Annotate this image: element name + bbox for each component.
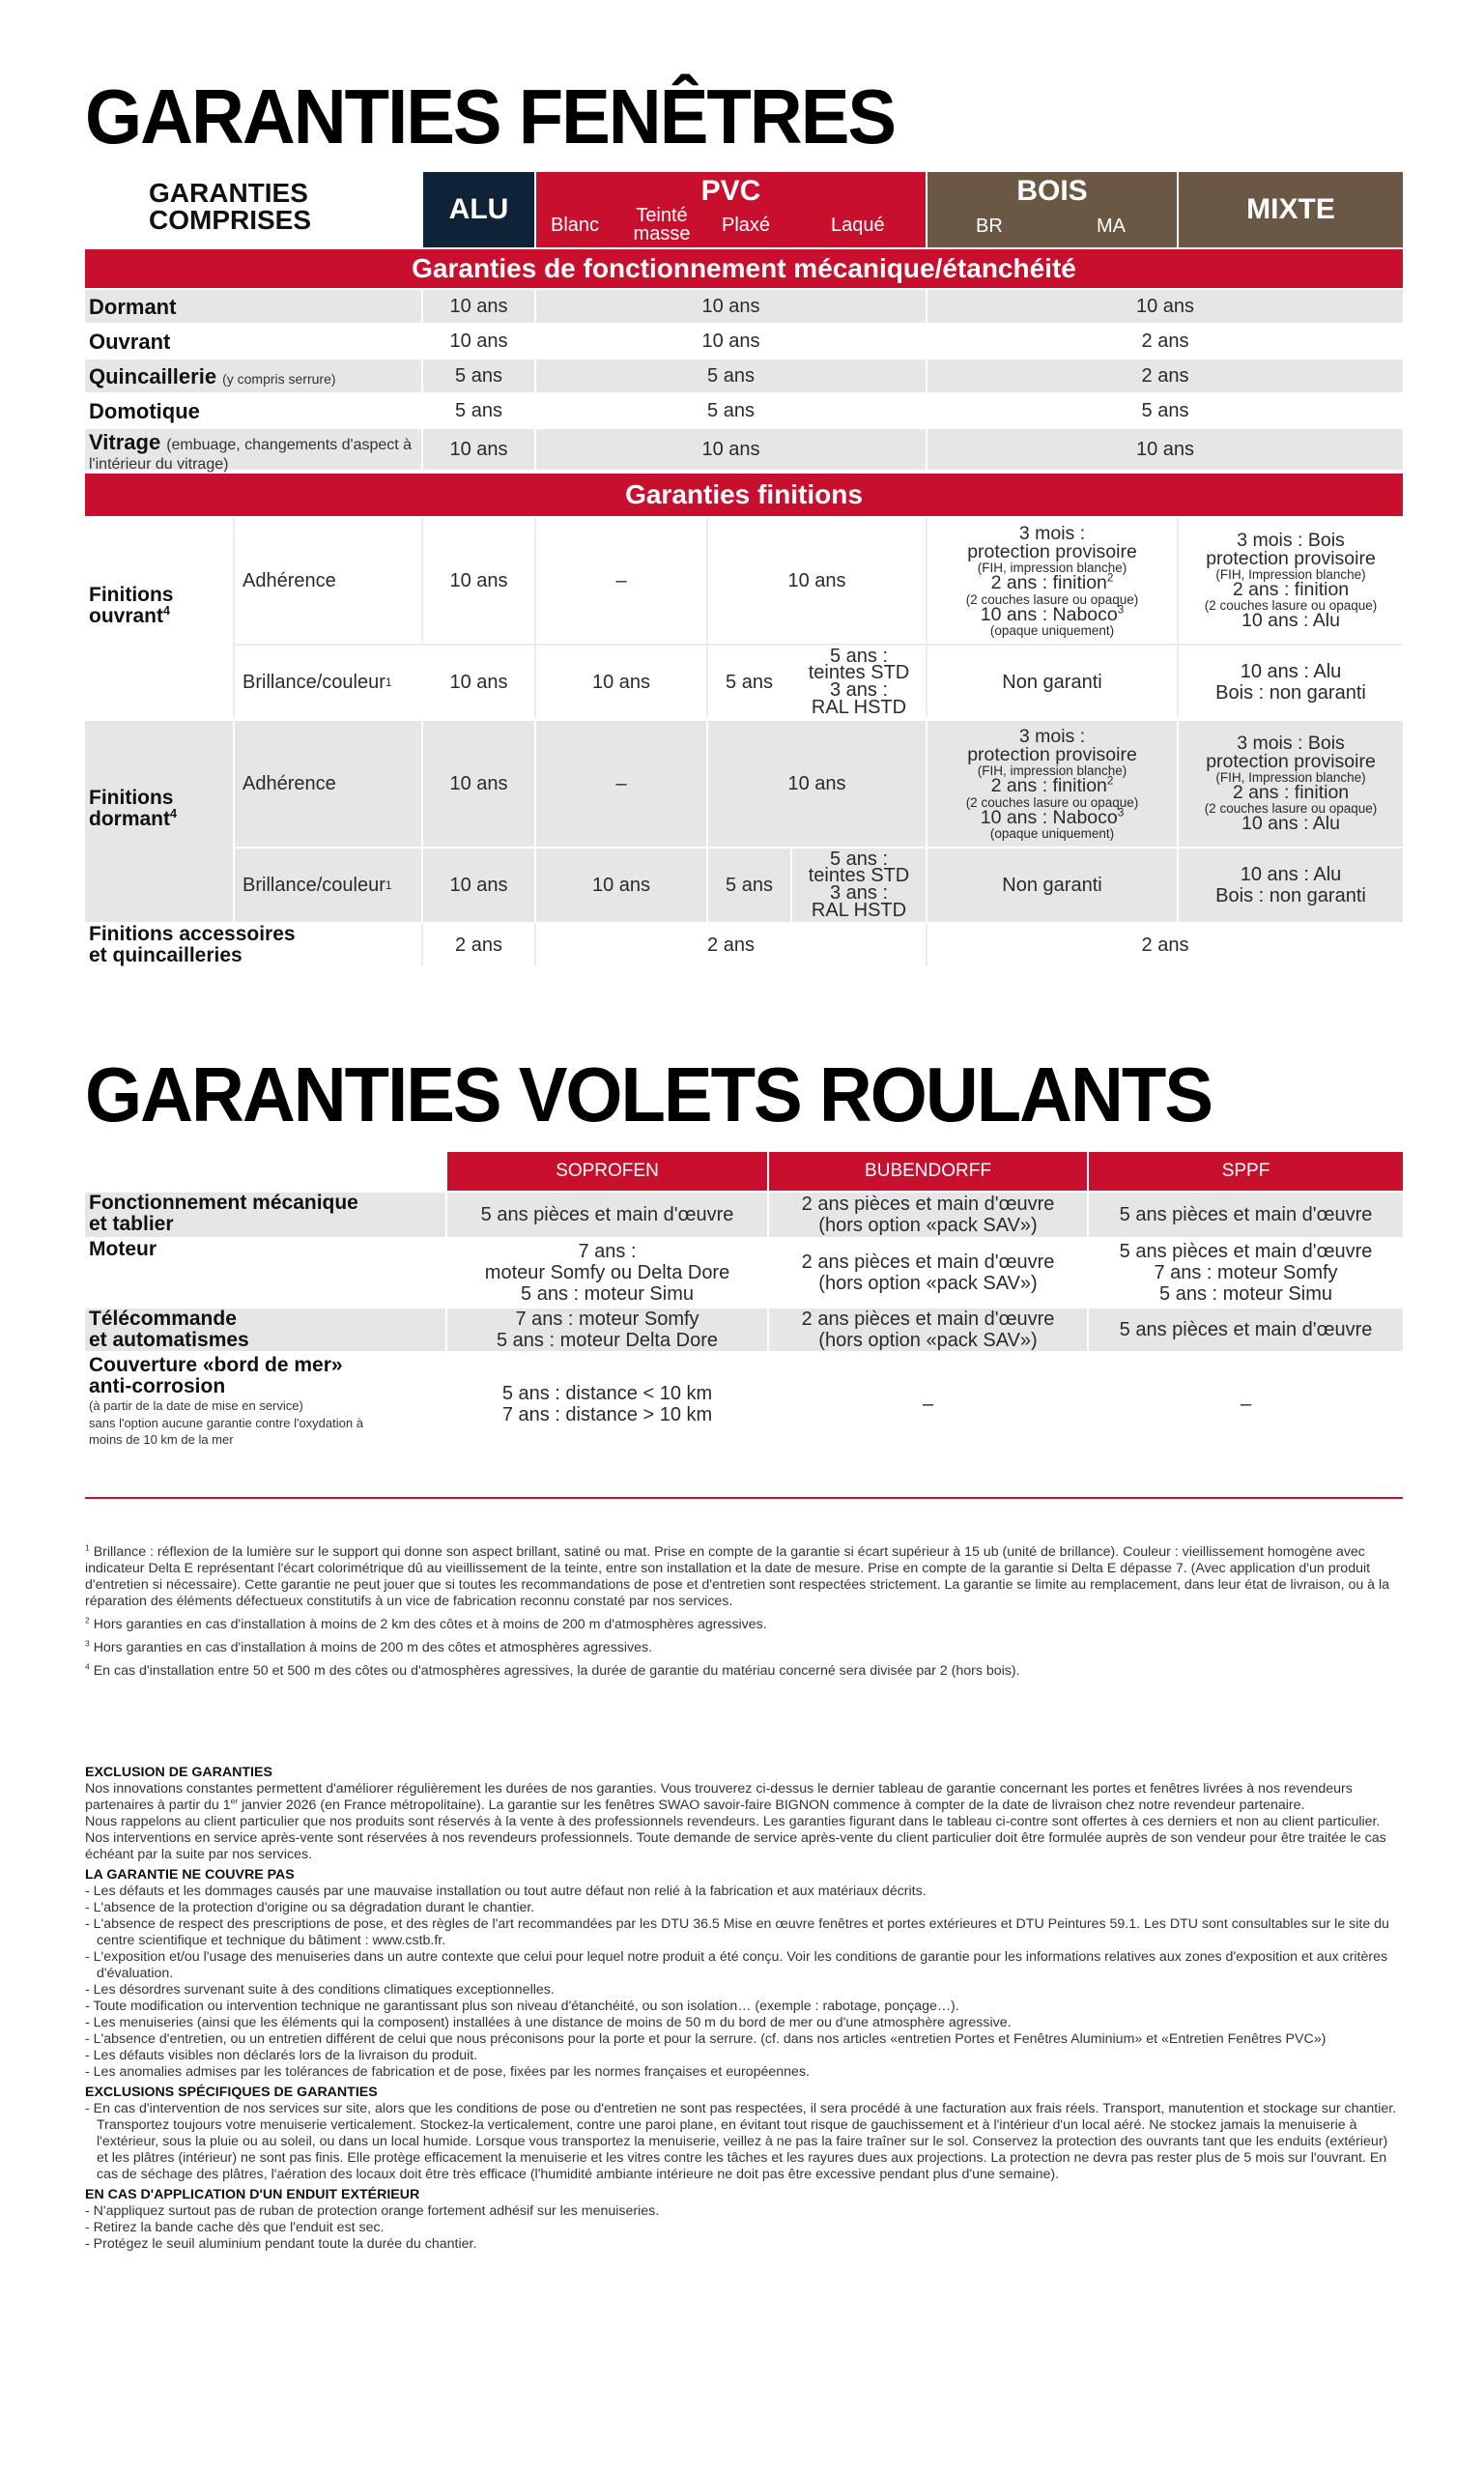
cell-bois: Non garanti xyxy=(928,849,1177,922)
volets-cell xyxy=(447,1309,767,1351)
cell-line xyxy=(990,624,1114,637)
row-label-note: (y compris serrure) xyxy=(222,371,336,387)
cell-bois xyxy=(928,721,1177,847)
cell-line xyxy=(1215,885,1366,906)
cell-text: 7 ans : distance > 10 km xyxy=(501,1404,713,1425)
cell-line xyxy=(515,1309,699,1330)
header-bois xyxy=(928,172,1177,247)
exclusions-section xyxy=(85,1765,1403,2257)
cell-alu: 10 ans xyxy=(423,325,534,358)
cell-pvc-blanc-teinte: 10 ans xyxy=(536,646,706,719)
cell-line xyxy=(990,571,1114,594)
header-pvc xyxy=(536,172,926,247)
cell-text: (hors option «pack SAV») xyxy=(818,1273,1038,1294)
cell-text: (hors option «pack SAV») xyxy=(818,1330,1038,1351)
cell-line xyxy=(967,543,1137,561)
volets-header-soprofen: SOPROFEN xyxy=(447,1152,767,1191)
cell-alu: 10 ans xyxy=(423,646,534,719)
cell-line xyxy=(990,827,1114,840)
list-item: - Toute modification ou intervention technique ne garantissant plus son niveau d'étanchéité, ou son isolation… (exemple : rabotage, ponçage…). xyxy=(85,1999,959,2014)
cell-pvc-blanc-teinte: – xyxy=(536,721,706,847)
cell-text: 5 ans : xyxy=(829,848,889,870)
cell-pvc-laque xyxy=(792,646,926,719)
cell-line xyxy=(818,1215,1037,1236)
cell-line xyxy=(1120,1319,1373,1340)
exclusion-paragraph: Nous rappelons au client particulier que nos produits sont réservés à la vente à des professionnels revendeurs. Les garanties figurant dans le tableau ci-contre sont offertes à ces derniers et non au client particulier. xyxy=(85,1814,1381,1829)
corner-header xyxy=(145,180,396,244)
row-label-text: et quincailleries xyxy=(89,944,243,967)
specifiques-list xyxy=(85,2101,1403,2183)
cell-text: 5 ans pièces et main d'œuvre xyxy=(1119,1204,1373,1225)
volets-row-label xyxy=(85,1193,445,1237)
group-label-text xyxy=(89,788,205,830)
cell-pvc: 5 ans xyxy=(536,394,926,427)
cell-line xyxy=(802,1251,1055,1273)
page-title-volets: GARANTIES VOLETS ROULANTS xyxy=(85,1051,1213,1138)
cell-alu: 5 ans xyxy=(423,360,534,392)
volets-cell xyxy=(769,1193,1087,1237)
footnote: $^2$ Hors garanties en cas d'installation à moins de 2 km des côtes et à moins de 200 m d'atmosphères agressives. xyxy=(85,1615,767,1632)
cell-text: 5 ans pièces et main d'œuvre xyxy=(1119,1319,1373,1340)
cell-text: (hors option «pack SAV») xyxy=(818,1215,1038,1236)
column-divider xyxy=(926,518,928,717)
cell-line xyxy=(1154,1262,1337,1283)
exclusion-title: EXCLUSION DE GARANTIES xyxy=(85,1765,272,1780)
cell-mixte xyxy=(1179,646,1403,719)
cell-text: (FIH, impression blanche) xyxy=(977,561,1127,576)
column-divider xyxy=(421,518,423,644)
row-label xyxy=(85,394,421,427)
volets-cell xyxy=(1089,1193,1403,1237)
row-label-text: Vitrage xyxy=(89,430,161,454)
cell-text: 2 ans pièces et main d'œuvre xyxy=(801,1251,1055,1273)
cell-text: 10 ans : Alu xyxy=(1241,813,1340,835)
cell-bois-mixte: 5 ans xyxy=(928,394,1403,427)
cell-pvc-plaxe-laque: 10 ans xyxy=(708,721,926,847)
cell-alu: 2 ans xyxy=(423,924,534,966)
cell-line xyxy=(1206,750,1376,772)
cell-pvc-plaxe: 5 ans xyxy=(708,646,790,719)
cell-line xyxy=(1206,547,1376,569)
cell-line xyxy=(802,1309,1055,1330)
row-label xyxy=(85,360,421,392)
cell-line xyxy=(811,899,907,921)
sub-label: Adhérence xyxy=(235,721,421,847)
cell-text: protection provisoire xyxy=(967,541,1137,563)
cell-text: 7 ans : xyxy=(578,1241,637,1262)
group-label-text xyxy=(89,585,205,627)
volets-header-bubendorff: BUBENDORFF xyxy=(769,1152,1087,1191)
row-label xyxy=(85,325,421,358)
column-divider xyxy=(534,924,536,966)
list-item: - L'exposition et/ou l'usage des menuiseries dans un autre contexte que celui pour lequel notre produit a été conçu. Voir les conditions de garantie pour les informations relatives aux zones d'exposition et aux critères d'évaluation. xyxy=(85,1949,1388,1981)
volets-cell xyxy=(769,1353,1087,1455)
cell-pvc: 10 ans xyxy=(536,290,926,323)
volets-row-label-text: Télécommande xyxy=(89,1308,237,1330)
cell-pvc: 2 ans xyxy=(536,924,926,966)
cell-line xyxy=(502,1404,712,1425)
footnotes xyxy=(85,1544,1403,1686)
exclusion-paragraph: Nos innovations constantes permettent d'améliorer régulièrement les durées de nos garanties. Vous trouverez ci-dessus le dernier tableau de garantie concernant les portes et fenêtres livrées à nos revendeurs partenaires à partir du 1er janvier 2026 (en France métropolitaine). La garantie sur les fenêtres SWAO savoir-faire BIGNON commence à compter de la date de livraison chez notre revendeur partenaire. xyxy=(85,1781,1353,1813)
footnote: $^4$ En cas d'installation entre 50 et 500 m des côtes ou d'atmosphères agressives, la durée de garantie du matériau concerné sera divisée par 2 (hors bois). xyxy=(85,1661,1020,1679)
cell-text: 2 ans : finition xyxy=(990,775,1107,797)
cell-alu: 10 ans xyxy=(423,721,534,847)
header-bois-sub: MA xyxy=(1097,216,1126,237)
row-label-text: Ouvrant xyxy=(89,330,171,354)
cell-bois-mixte: 2 ans xyxy=(928,360,1403,392)
cell-line xyxy=(990,774,1114,797)
list-item: - Protégez le seuil aluminium pendant toute la durée du chantier. xyxy=(85,2236,477,2252)
cell-line xyxy=(1120,1241,1373,1262)
cell-line xyxy=(485,1262,729,1283)
list-item: - Retirez la bande cache dès que l'enduit est sec. xyxy=(85,2220,385,2235)
sub-label: Brillance/couleur 1 xyxy=(235,646,421,719)
cell-bois-mixte: 2 ans xyxy=(928,325,1403,358)
cell-text: protection provisoire xyxy=(967,744,1137,766)
cell-pvc-blanc-teinte: 10 ans xyxy=(536,849,706,922)
column-divider xyxy=(706,518,708,717)
divider xyxy=(85,1497,1403,1499)
cell-line xyxy=(1233,581,1349,599)
cell-text: Bois : non garanti xyxy=(1215,682,1366,704)
cell-text: 5 ans : xyxy=(829,645,889,667)
cell-text: RAL HSTD xyxy=(811,696,907,718)
cell-text: moteur Somfy ou Delta Dore xyxy=(484,1262,730,1283)
group-label xyxy=(85,721,233,922)
cell-bois-mixte: 10 ans xyxy=(928,290,1403,323)
header-pvc-title: PVC xyxy=(700,175,761,207)
cell-text: 5 ans : moteur Simu xyxy=(521,1283,694,1305)
volets-row-label-text: et tablier xyxy=(89,1213,174,1236)
section-band-finitions: Garanties finitions xyxy=(85,474,1403,516)
footnote-ref: 4 xyxy=(170,807,178,821)
cell-text: – xyxy=(1240,1394,1252,1415)
cell-line xyxy=(802,1194,1055,1215)
volets-cell xyxy=(447,1353,767,1455)
cell-line xyxy=(980,603,1125,625)
cell-pvc-plaxe-laque: 10 ans xyxy=(708,518,926,644)
cell-line xyxy=(923,1394,933,1415)
cell-text: (FIH, Impression blanche) xyxy=(1215,769,1366,785)
cell-text: 3 mois : Bois xyxy=(1237,529,1345,551)
cell-line xyxy=(980,806,1125,828)
cell-bois xyxy=(928,518,1177,644)
specifiques-title: EXCLUSIONS SPÉCIFIQUES DE GARANTIES xyxy=(85,2085,378,2100)
header-bois-sub: BR xyxy=(976,216,1003,237)
volets-cell xyxy=(769,1239,1087,1307)
cell-mixte xyxy=(1179,518,1403,644)
volets-row-label-text: et automatismes xyxy=(89,1329,249,1352)
row-label-text: Quincaillerie xyxy=(89,364,217,388)
header-pvc-sub: Teinté masse xyxy=(633,205,691,245)
cell-text: (opaque uniquement) xyxy=(989,825,1115,841)
cell-line xyxy=(1241,661,1342,682)
ne-couvre-pas-list xyxy=(85,1884,1403,2081)
cell-line xyxy=(818,1330,1037,1351)
cell-text: 3 ans : xyxy=(829,679,889,701)
header-bois-title: BOIS xyxy=(1016,175,1088,207)
sub-label: Brillance/couleur 1 xyxy=(235,849,421,922)
cell-text: 5 ans pièces et main d'œuvre xyxy=(480,1204,734,1225)
cell-text: 2 ans : finition xyxy=(1232,579,1350,600)
cell-text: RAL HSTD xyxy=(811,899,907,921)
cell-line xyxy=(502,1383,712,1404)
exclusion-paragraph: Nos interventions en service après-vente sont réservées à nos revendeurs professionnels. Toute demande de service après-vente du client particulier doit être formulée auprès de son vendeur pour être traitée le cas échéant par la suite par nos services. xyxy=(85,1830,1386,1862)
cell-text: Bois : non garanti xyxy=(1215,885,1366,906)
cell-text: 5 ans : distance < 10 km xyxy=(501,1383,713,1404)
header-pvc-sub: Laqué xyxy=(831,215,885,236)
cell-line xyxy=(1241,612,1340,630)
volets-cell xyxy=(447,1239,767,1307)
cell-text: 5 ans : moteur Simu xyxy=(1159,1283,1332,1305)
cell-alu: 10 ans xyxy=(423,518,534,644)
ne-couvre-pas-title: LA GARANTIE NE COUVRE PAS xyxy=(85,1867,295,1883)
cell-text: protection provisoire xyxy=(1206,547,1376,569)
volets-row-label-text: Couverture «bord de mer» xyxy=(89,1354,343,1376)
sub-label: Adhérence xyxy=(235,518,421,644)
column-divider xyxy=(1177,518,1179,717)
cell-pvc-laque xyxy=(792,849,926,922)
group-label xyxy=(85,518,233,719)
cell-line xyxy=(1215,682,1366,704)
cell-line xyxy=(1120,1204,1373,1225)
cell-text: (2 couches lasure ou opaque) xyxy=(1204,801,1378,817)
cell-alu: 10 ans xyxy=(423,849,534,922)
row-divider xyxy=(235,644,1403,646)
volets-row-label xyxy=(85,1239,445,1307)
cell-text: 3 mois : Bois xyxy=(1237,732,1345,754)
cell-text: 5 ans : moteur Delta Dore xyxy=(497,1330,718,1351)
volets-row-label xyxy=(85,1353,445,1455)
corner-label: GARANTIES xyxy=(149,178,308,208)
cell-text: 2 ans : finition xyxy=(1232,782,1350,803)
volets-row-label xyxy=(85,1309,445,1351)
footnote-ref: 3 xyxy=(1117,806,1125,820)
page-title-fenetres: GARANTIES FENÊTRES xyxy=(85,73,896,160)
cell-pvc-plaxe: 5 ans xyxy=(708,849,790,922)
cell-text: 10 ans : Alu xyxy=(1241,610,1340,632)
list-item: - Les défauts et les dommages causés par une mauvaise installation ou tout autre défaut non relié à la fabrication et aux matériaux décrits. xyxy=(85,1884,927,1899)
cell-text: 2 ans : finition xyxy=(990,572,1107,594)
cell-pvc: 10 ans xyxy=(536,429,926,470)
cell-pvc: 5 ans xyxy=(536,360,926,392)
cell-line xyxy=(1241,815,1340,833)
cell-text: (FIH, Impression blanche) xyxy=(1215,566,1366,582)
volets-row-label-text: Fonctionnement mécanique xyxy=(89,1192,358,1214)
cell-line xyxy=(578,1241,636,1262)
column-divider xyxy=(421,924,423,966)
cell-line xyxy=(967,746,1137,764)
cell-mixte xyxy=(1179,721,1403,847)
corner-label: COMPRISES xyxy=(149,205,312,235)
cell-text: 3 mois : xyxy=(1018,522,1086,544)
cell-line xyxy=(1241,1394,1251,1415)
cell-text: 10 ans : Alu xyxy=(1240,661,1342,682)
cell-text: teintes STD xyxy=(808,865,910,887)
list-item: - N'appliquez surtout pas de ruban de protection orange fortement adhésif sur les menuiseries. xyxy=(85,2203,660,2219)
cell-line xyxy=(1233,784,1349,802)
cell-text: 7 ans : moteur Somfy xyxy=(515,1309,699,1330)
cell-text: Finitions dormant xyxy=(89,787,174,831)
cell-text: 5 ans pièces et main d'œuvre xyxy=(1119,1241,1373,1262)
volets-cell xyxy=(769,1309,1087,1351)
enduit-title: EN CAS D'APPLICATION D'UN ENDUIT EXTÉRIEUR xyxy=(85,2187,420,2202)
volets-header-sppf: SPPF xyxy=(1089,1152,1403,1191)
cell-line xyxy=(481,1204,734,1225)
volets-cell xyxy=(1089,1239,1403,1307)
cell-text: 10 ans : Naboco xyxy=(980,603,1118,625)
cell-text: 10 ans : Alu xyxy=(1240,864,1342,885)
cell-line xyxy=(497,1330,718,1351)
row-label-text: Finitions accessoires xyxy=(89,923,296,945)
cell-bois-mixte: 10 ans xyxy=(928,429,1403,470)
row-label xyxy=(85,290,421,323)
cell-text: – xyxy=(922,1394,934,1415)
list-item: - L'absence de la protection d'origine ou sa dégradation durant le chantier. xyxy=(85,1900,535,1915)
cell-bois: Non garanti xyxy=(928,646,1177,719)
cell-pvc: 10 ans xyxy=(536,325,926,358)
list-item: - Les anomalies admises par les tolérances de fabrication et de pose, fixées par les normes françaises et européennes. xyxy=(85,2064,810,2080)
list-item: - L'absence d'entretien, ou un entretien différent de celui que nous préconisons pour la porte et pour la serrure. (cf. dans nos articles «entretien Portes et Fenêtres Aluminium» et «Entretien Fenêtres PVC») xyxy=(85,2031,1327,2047)
footnote-ref: 2 xyxy=(1106,571,1114,585)
cell-pvc-blanc-teinte: – xyxy=(536,518,706,644)
cell-text: (2 couches lasure ou opaque) xyxy=(965,794,1139,810)
cell-text: protection provisoire xyxy=(1206,750,1376,772)
column-divider xyxy=(926,924,928,966)
cell-text: Brillance/couleur xyxy=(243,874,385,896)
volets-row-note: (à partir de la date de mise en service) xyxy=(89,1398,303,1414)
list-item: - Les défauts visibles non déclarés lors de la livraison du produit. xyxy=(85,2048,478,2063)
header-mixte: MIXTE xyxy=(1179,172,1403,247)
cell-mixte xyxy=(1179,849,1403,922)
volets-cell xyxy=(1089,1309,1403,1351)
cell-text: (opaque uniquement) xyxy=(989,622,1115,638)
cell-line xyxy=(818,1273,1037,1294)
cell-alu: 5 ans xyxy=(423,394,534,427)
enduit-list xyxy=(85,2203,1403,2253)
cell-bois-mixte: 2 ans xyxy=(928,924,1403,966)
cell-text: Brillance/couleur xyxy=(243,671,385,693)
cell-line xyxy=(521,1283,694,1305)
cell-line xyxy=(1241,864,1342,885)
footnote-ref: 2 xyxy=(1106,774,1114,788)
cell-text: 10 ans : Naboco xyxy=(980,806,1118,828)
volets-cell xyxy=(447,1193,767,1237)
header-alu: ALU xyxy=(423,172,534,247)
list-item: - Les désordres survenant suite à des conditions climatiques exceptionnelles. xyxy=(85,1982,555,1998)
volets-row-label-text: anti-corrosion xyxy=(89,1375,226,1398)
volets-row-note: sans l'option aucune garantie contre l'oxydation à xyxy=(89,1415,363,1430)
footnote-ref: 3 xyxy=(1117,603,1125,617)
cell-text: 3 ans : xyxy=(829,882,889,904)
row-label-text: Dormant xyxy=(89,295,177,319)
row-label xyxy=(85,429,421,473)
cell-text: (2 couches lasure ou opaque) xyxy=(965,591,1139,607)
volets-row-note: moins de 10 km de la mer xyxy=(89,1432,234,1448)
cell-text: teintes STD xyxy=(808,662,910,684)
cell-alu: 10 ans xyxy=(423,290,534,323)
column-divider xyxy=(534,518,536,717)
column-divider xyxy=(233,518,235,717)
footnote: $^1$ Brillance : réflexion de la lumière sur le support qui donne son aspect brillant, satiné ou mat. Prise en compte de la garantie si écart supérieur à 15 ub (unité de brillance). Couleur : vieillissement homogène avec indicateur Delta E représentant l'écart colorimétrique dû au vieillissement de la teinte, entre son installation et la date de mesure. Prise en compte de la garantie si Delta E dépasse 7. (Avec application d'un produit d'entretien si nécessaire). Cette garantie ne peut jouer que si toutes les recommandations de pose et d'entretien sont respectées strictement. La garantie se limite au remplacement, dans leur état de livraison, ou à la réparation des éléments défectueux constitutifs à un vice de fabrication reconnu constaté par nos services. xyxy=(85,1542,1390,1609)
cell-text: (2 couches lasure ou opaque) xyxy=(1204,598,1378,614)
cell-text: 2 ans pièces et main d'œuvre xyxy=(801,1194,1055,1215)
cell-text: 2 ans pièces et main d'œuvre xyxy=(801,1309,1055,1330)
header-pvc-sub: Blanc xyxy=(551,215,600,236)
row-label-text: Domotique xyxy=(89,399,200,423)
cell-alu: 10 ans xyxy=(423,429,534,470)
list-item: - L'absence de respect des prescriptions de pose, et des règles de l'art recommandées par les DTU 36.5 Mise en œuvre fenêtres et portes extérieures et DTU Peintures 59.1. Les DTU sont consultables sur le site du centre scientifique et technique du bâtiment : www.cstb.fr. xyxy=(85,1916,1389,1948)
section-band-mecanique: Garanties de fonctionnement mécanique/étanchéité xyxy=(85,249,1403,288)
cell-text: (FIH, impression blanche) xyxy=(977,763,1127,779)
footnote: $^3$ Hors garanties en cas d'installation à moins de 200 m des côtes et atmosphères agressives. xyxy=(85,1638,653,1655)
list-item: - Les menuiseries (ainsi que les éléments qui la composent) installées à une distance de moins de 50 m du bord de mer ou d'une atmosphère agressive. xyxy=(85,2015,1012,2030)
cell-line xyxy=(1159,1283,1332,1305)
volets-cell xyxy=(1089,1353,1403,1455)
cell-line xyxy=(811,696,907,718)
volets-row-label-text: Moteur xyxy=(89,1238,157,1260)
cell-text: Finitions ouvrant xyxy=(89,584,174,628)
row-label xyxy=(85,924,421,966)
header-pvc-sub: Plaxé xyxy=(722,215,771,236)
cell-text: 3 mois : xyxy=(1018,725,1086,747)
row-label-note: (embuage, changements d'aspect à l'intérieur du vitrage) xyxy=(89,437,413,473)
cell-text: 7 ans : moteur Somfy xyxy=(1154,1262,1338,1283)
list-item: - En cas d'intervention de nos services sur site, alors que les conditions de pose ou d'entretien ne sont pas respectées, il sera procédé à une facturation aux frais réels. Transport, manutention et stockage sur chantier. Transportez toujours votre menuiserie verticalement. Stockez-la verticalement, contre une paroi plane, en évitant tout risque de gauchissement et à l'intérieur d'un local aéré. Ne stockez jamais la menuiserie à l'extérieur, sous la pluie ou au soleil, ou dans un local humide. Lorsque vous transportez la menuiserie, veillez à ne pas la faire traîner sur le sol. Conservez la protection des ouvrants tant que les enduits (extérieur) et les plâtres (intérieur) ne sont pas finis. Elle protège efficacement la menuiserie et les vitres contre les tâches et les rayures dues aux projections. La protection ne devra pas rester plus de 5 mois sur l'ouvrant. En cas de séchage des plâtres, l'aération des locaux doit être très efficace (l'humidité ambiante intérieure ne doit pas être excessive pendant plus d'une semaine). xyxy=(85,2101,1397,2182)
footnote-ref: 4 xyxy=(163,604,171,618)
